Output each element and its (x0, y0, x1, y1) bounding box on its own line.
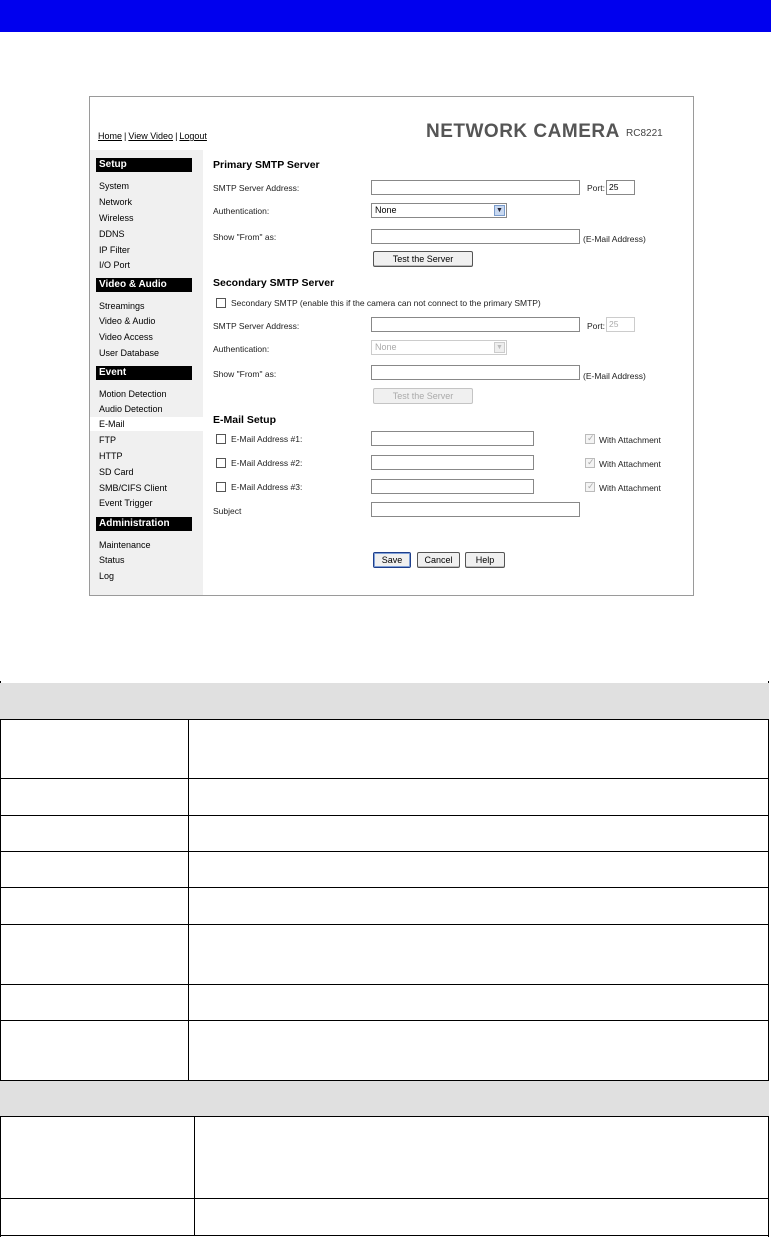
email-2-attachment-checkbox[interactable] (585, 458, 595, 468)
sidebar-heading-event: Event (96, 366, 192, 380)
sidebar-heading-administration: Administration (96, 517, 192, 531)
table-row (0, 779, 769, 816)
table-cell-label (0, 1021, 189, 1080)
sidebar-item-sd-card[interactable]: SD Card (99, 467, 134, 477)
email-2-attachment-label: With Attachment (599, 459, 661, 469)
sidebar-item-ftp[interactable]: FTP (99, 435, 116, 445)
primary-server-label: SMTP Server Address: (213, 183, 300, 193)
table-cell-label (0, 779, 189, 815)
camera-header (90, 97, 693, 150)
secondary-port-input[interactable]: 25 (606, 317, 635, 332)
email-settings-panel (203, 150, 693, 596)
secondary-server-input[interactable] (371, 317, 580, 332)
sidebar-item-maintenance[interactable]: Maintenance (99, 540, 151, 550)
primary-auth-select[interactable] (371, 203, 507, 218)
email-1-attachment-checkbox[interactable] (585, 434, 595, 444)
table-row (0, 1199, 769, 1236)
table-row (0, 720, 769, 779)
subject-input[interactable] (371, 502, 580, 517)
sidebar-item-ddns[interactable]: DDNS (99, 229, 125, 239)
primary-from-input[interactable] (371, 229, 580, 244)
email-1-label: E-Mail Address #1: (231, 434, 303, 444)
secondary-enable-checkbox[interactable] (216, 298, 226, 308)
sidebar-item-system[interactable]: System (99, 181, 130, 191)
sidebar-item-ip-filter[interactable]: IP Filter (99, 245, 130, 255)
sidebar-item-network[interactable]: Network (99, 197, 133, 207)
email-1-attachment-label: With Attachment (599, 435, 661, 445)
email-3-attachment-label: With Attachment (599, 483, 661, 493)
table-row (0, 1117, 769, 1199)
table-cell-label (0, 1199, 195, 1235)
table-row (0, 925, 769, 985)
email-3-attachment-checkbox[interactable] (585, 482, 595, 492)
table-row (0, 1021, 769, 1081)
header-banner (0, 0, 771, 32)
table-cell-label (0, 925, 189, 984)
cancel-button[interactable]: Cancel (417, 552, 460, 568)
table-row (0, 888, 769, 925)
table-cell-label (0, 1117, 195, 1198)
primary-port-input[interactable]: 25 (606, 180, 635, 195)
table-row (0, 852, 769, 888)
secondary-auth-value: None (375, 342, 397, 352)
model-number: RC8221 (626, 128, 663, 139)
secondary-smtp-title: Secondary SMTP Server (213, 277, 335, 289)
table-cell-label (0, 888, 189, 924)
table-cell-label (0, 720, 189, 778)
camera-config-screenshot (89, 96, 694, 596)
sidebar-item-motion-detection[interactable]: Motion Detection (99, 389, 167, 399)
primary-port-label: Port: (587, 183, 605, 193)
table-header-row (0, 683, 769, 720)
secondary-email-note: (E-Mail Address) (583, 371, 646, 381)
email-3-input[interactable] (371, 479, 534, 494)
table-header-row (0, 1081, 769, 1117)
top-links (98, 131, 207, 141)
email-2-checkbox[interactable] (216, 458, 226, 468)
sidebar-item-email[interactable]: E-Mail (90, 417, 203, 431)
sidebar-item-wireless[interactable]: Wireless (99, 213, 134, 223)
sidebar-item-smb-cifs-client[interactable]: SMB/CIFS Client (99, 483, 168, 493)
sidebar-item-http[interactable]: HTTP (99, 451, 123, 461)
sidebar (90, 150, 203, 596)
table-cell-label (0, 985, 189, 1020)
email-3-checkbox[interactable] (216, 482, 226, 492)
sidebar-item-video-access[interactable]: Video Access (99, 332, 153, 342)
primary-from-label: Show "From" as: (213, 232, 277, 242)
table-cell-label (0, 852, 189, 887)
sidebar-item-audio-detection[interactable]: Audio Detection (99, 404, 163, 414)
email-3-label: E-Mail Address #3: (231, 482, 303, 492)
secondary-from-input[interactable] (371, 365, 580, 380)
secondary-port-label: Port: (587, 321, 605, 331)
sidebar-item-streamings[interactable]: Streamings (99, 301, 145, 311)
email-1-checkbox[interactable] (216, 434, 226, 444)
brand-name: NETWORK CAMERA (426, 121, 620, 142)
chevron-down-icon: ▼ (494, 342, 505, 353)
table-row (0, 985, 769, 1021)
email-2-label: E-Mail Address #2: (231, 458, 303, 468)
secondary-enable-label: Secondary SMTP (enable this if the camera can not connect to the primary SMTP) (231, 298, 541, 308)
primary-server-input[interactable] (371, 180, 580, 195)
logout-link[interactable]: Logout (179, 131, 207, 141)
sidebar-heading-setup: Setup (96, 158, 192, 172)
email-setup-title: E-Mail Setup (213, 414, 277, 426)
link-separator: | (175, 131, 178, 141)
checkmark-icon: ✓ (587, 457, 595, 467)
primary-test-button[interactable]: Test the Server (373, 251, 473, 267)
primary-auth-label: Authentication: (213, 206, 270, 216)
table-row (0, 816, 769, 852)
sidebar-item-log[interactable]: Log (99, 571, 115, 581)
primary-auth-value: None (375, 205, 397, 215)
secondary-server-label: SMTP Server Address: (213, 321, 300, 331)
secondary-from-label: Show "From" as: (213, 369, 277, 379)
home-link[interactable]: Home (98, 131, 123, 141)
secondary-auth-select[interactable] (371, 340, 507, 355)
secondary-auth-label: Authentication: (213, 344, 270, 354)
chevron-down-icon: ▼ (494, 205, 505, 216)
sidebar-heading-video-audio: Video & Audio (96, 278, 192, 292)
secondary-test-button[interactable]: Test the Server (373, 388, 473, 404)
checkmark-icon: ✓ (587, 481, 595, 491)
table-cell-label (0, 816, 189, 851)
save-button[interactable]: Save (373, 552, 411, 568)
sidebar-item-user-database[interactable]: User Database (99, 348, 160, 358)
sidebar-item-status[interactable]: Status (99, 555, 125, 565)
sidebar-item-video-audio[interactable]: Video & Audio (99, 316, 156, 326)
link-separator: | (124, 131, 127, 141)
email-2-input[interactable] (371, 455, 534, 470)
primary-email-note: (E-Mail Address) (583, 234, 646, 244)
view-video-link[interactable]: View Video (128, 131, 174, 141)
checkmark-icon: ✓ (587, 433, 595, 443)
email-1-input[interactable] (371, 431, 534, 446)
sidebar-item-io-port[interactable]: I/O Port (99, 260, 131, 270)
sidebar-item-event-trigger[interactable]: Event Trigger (99, 498, 153, 508)
primary-smtp-title: Primary SMTP Server (213, 159, 320, 171)
help-button[interactable]: Help (465, 552, 505, 568)
subject-label: Subject (213, 506, 242, 516)
